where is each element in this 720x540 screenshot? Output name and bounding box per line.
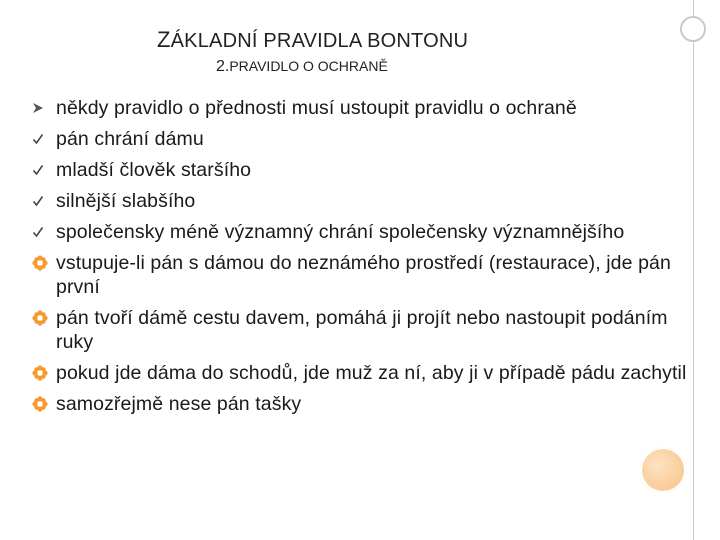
list-item-text: pán chrání dámu bbox=[56, 128, 204, 150]
list-item bbox=[32, 96, 692, 120]
decorative-border-line bbox=[693, 0, 694, 540]
slide-title bbox=[157, 27, 468, 53]
flower-icon bbox=[32, 361, 50, 385]
title-initial: Z bbox=[157, 27, 171, 52]
list-item-text: vstupuje-li pán s dámou do neznámého prostředí (restaurace), jde pán první bbox=[56, 252, 671, 298]
flower-icon bbox=[32, 251, 50, 275]
list-item-text: pokud jde dáma do schodů, jde muž za ní, aby ji v případě pádu zachytil bbox=[56, 362, 687, 384]
list-item bbox=[32, 361, 692, 385]
list-item-text: samozřejmě nese pán tašky bbox=[56, 393, 302, 415]
flower-icon bbox=[32, 392, 50, 416]
subtitle-initial: 2. bbox=[216, 58, 230, 75]
list-item bbox=[32, 158, 692, 182]
decorative-circle-top bbox=[680, 16, 706, 42]
check-icon bbox=[32, 220, 50, 244]
list-item-text: silnější slabšího bbox=[56, 190, 196, 212]
title-rest: ÁKLADNÍ PRAVIDLA BONTONU bbox=[170, 30, 469, 52]
list-item bbox=[32, 127, 692, 151]
list-item bbox=[32, 306, 692, 354]
list-item-text: pán tvoří dámě cestu davem, pomáhá ji projít nebo nastoupit podáním ruky bbox=[56, 307, 668, 353]
list-item-text: společensky méně významný chrání společensky významnějšího bbox=[56, 221, 625, 243]
check-icon bbox=[32, 158, 50, 182]
list-item bbox=[32, 392, 692, 416]
bullet-list bbox=[32, 96, 692, 423]
list-item bbox=[32, 251, 692, 299]
slide-subtitle bbox=[216, 58, 388, 76]
decorative-circle-orange bbox=[640, 447, 686, 493]
list-item-text: někdy pravidlo o přednosti musí ustoupit pravidlu o ochraně bbox=[56, 97, 577, 119]
list-item-text: mladší člověk staršího bbox=[56, 159, 252, 181]
list-item bbox=[32, 189, 692, 213]
list-item bbox=[32, 220, 692, 244]
subtitle-rest: PRAVIDLO O OCHRANĚ bbox=[229, 58, 388, 74]
check-icon bbox=[32, 189, 50, 213]
arrow-right-icon bbox=[32, 96, 50, 120]
check-icon bbox=[32, 127, 50, 151]
flower-icon bbox=[32, 306, 50, 330]
